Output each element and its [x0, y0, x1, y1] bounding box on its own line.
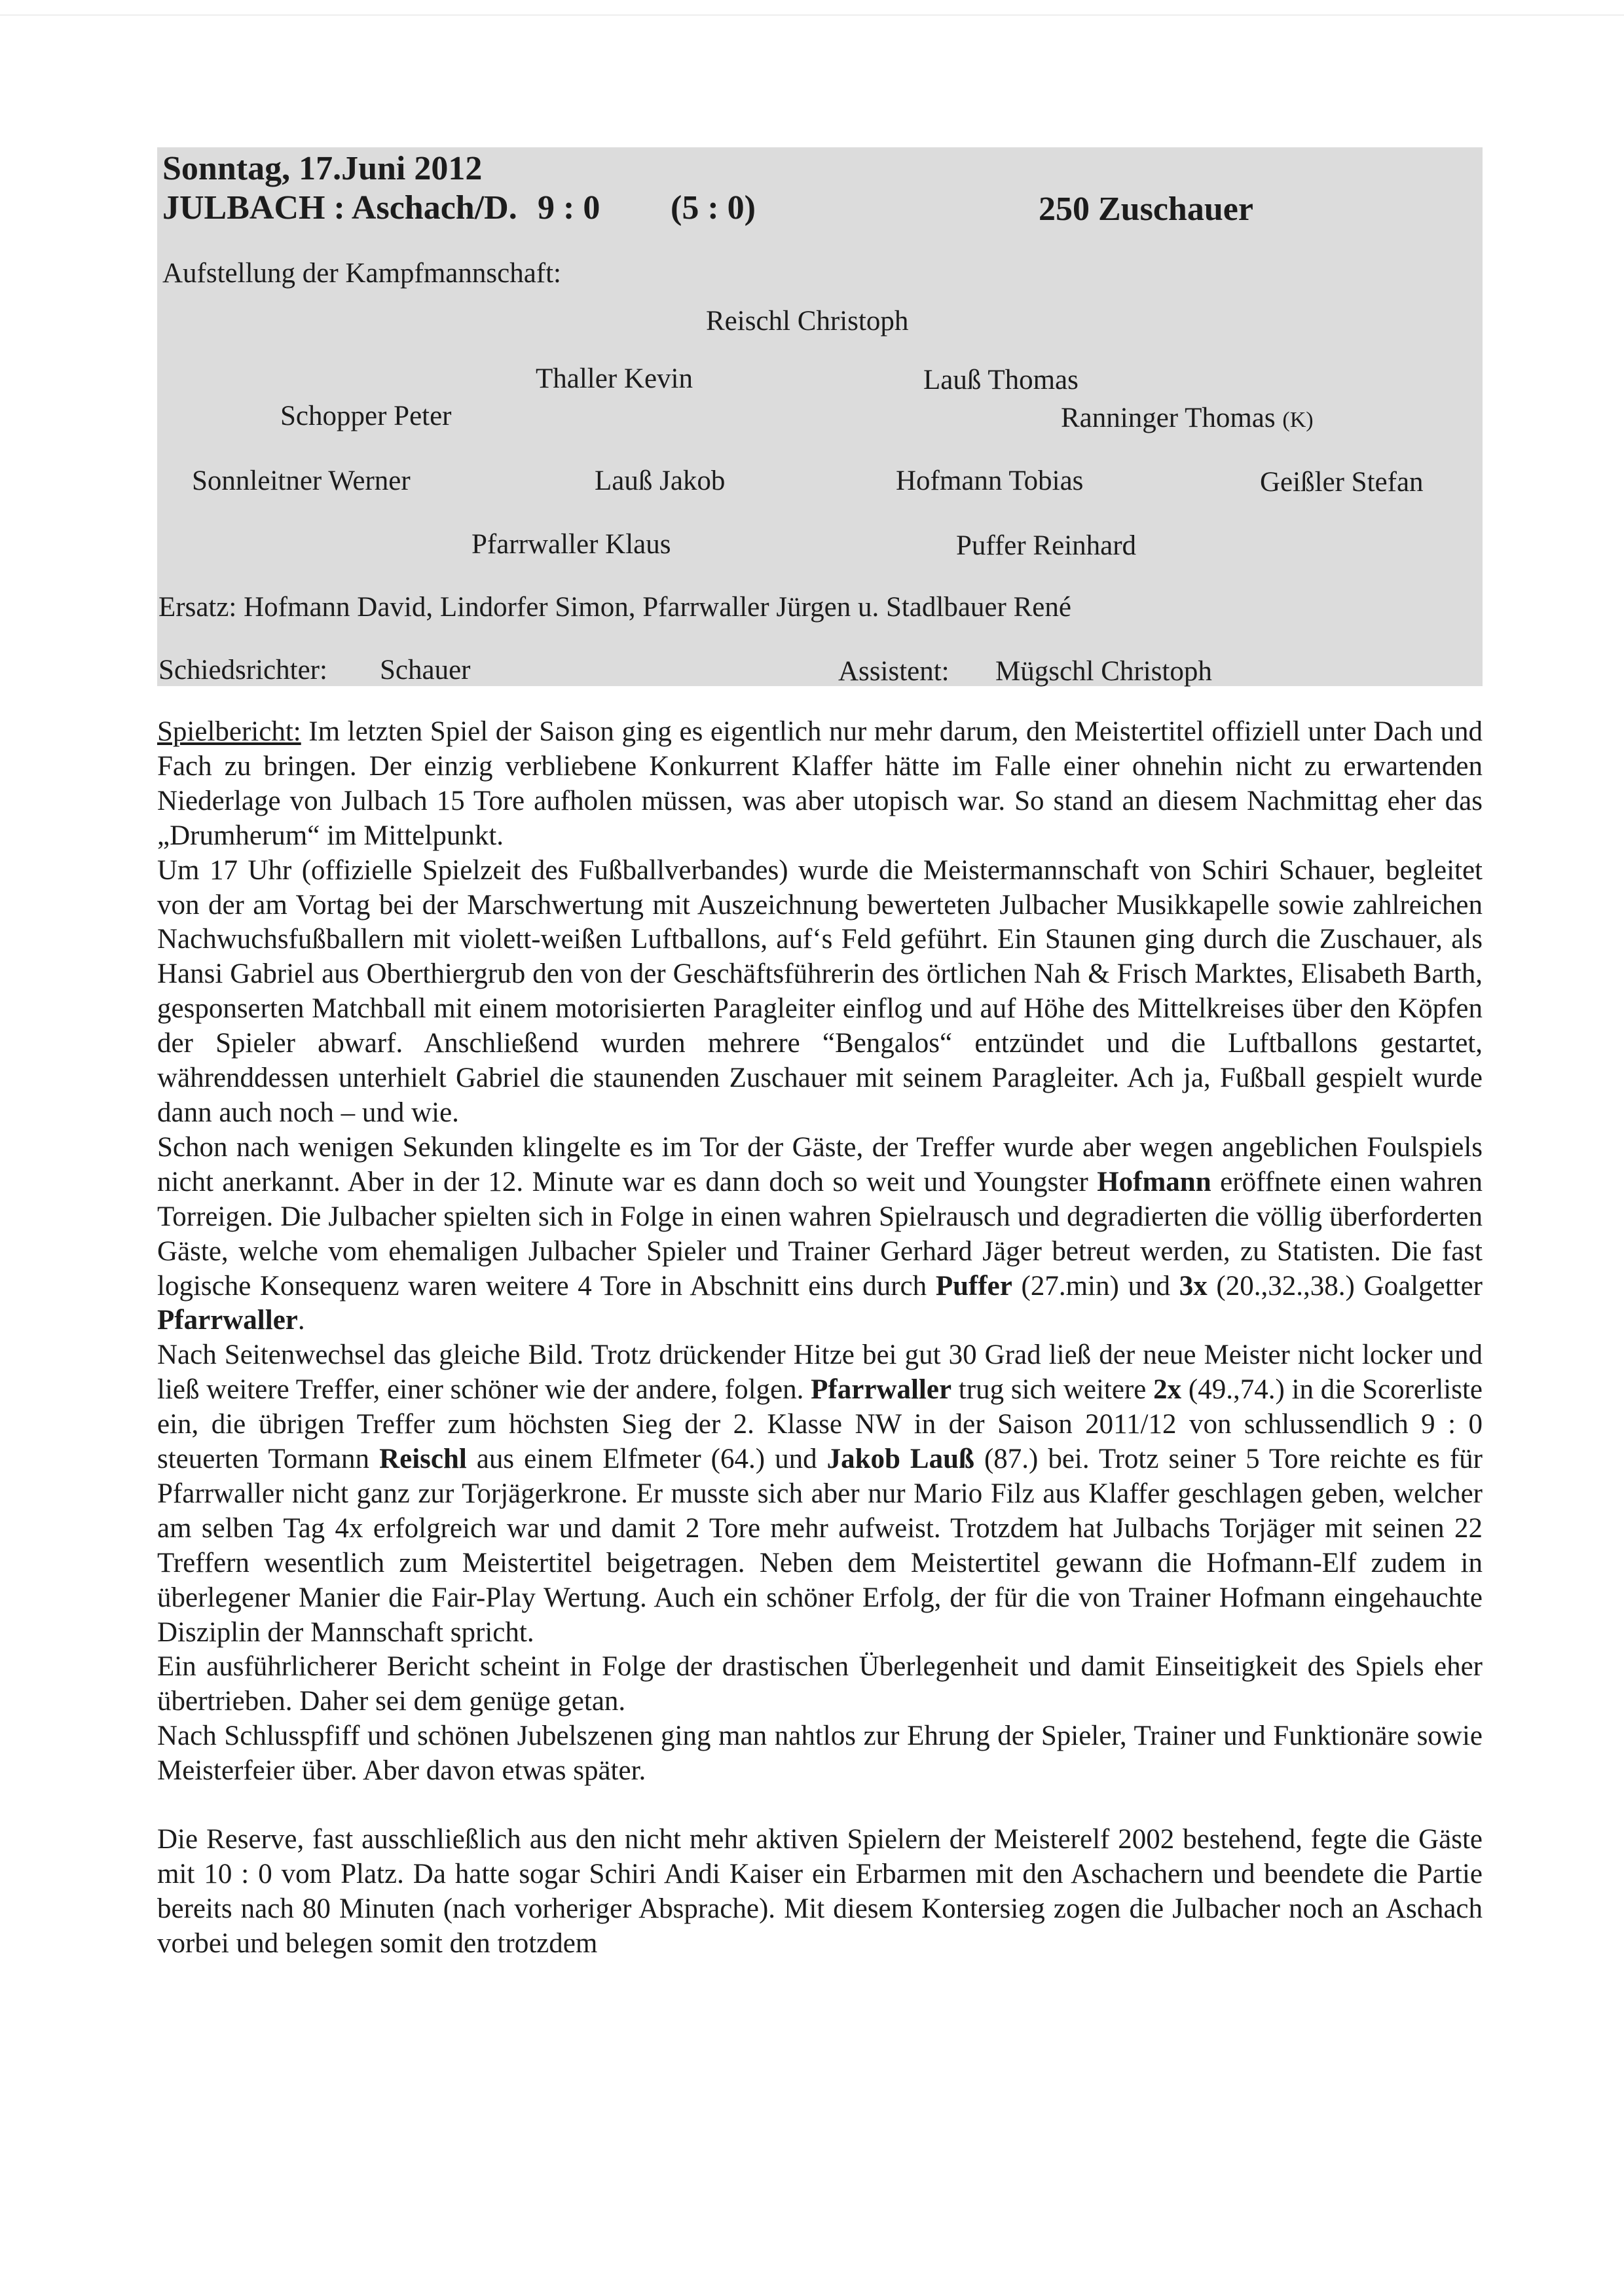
match-title: JULBACH : Aschach/D.: [162, 189, 517, 227]
report-paragraph: Ein ausführlicherer Bericht scheint in Folge der drastischen Überlegenheit und damit Einseitigkeit des Spiels eher übertrieben. Daher sei dem genüge getan.: [157, 1651, 1483, 1717]
scan-edge: [0, 14, 1624, 16]
text-run: (20.,32.,38.) Goalgetter: [1207, 1270, 1483, 1302]
player-highlight: Pfarrwaller: [811, 1374, 952, 1406]
player-pfarrwaller-klaus: Pfarrwaller Klaus: [471, 529, 671, 560]
halftime-score: (5 : 0): [671, 189, 756, 227]
text-run: eröffnete einen wahren Torreigen. Die Julbacher spielten sich in Folge in einen wahren Spielrausch und degradierten die völlig überforderten Gäste, welche vom ehemaligen Julbacher Spieler und Trainer Gerhard Jäger betreut werden, zu Statisten. Die fast logische Konsequenz waren weitere 4 Tore in Abschnitt eins durch: [157, 1166, 1483, 1302]
player-highlight: Puffer: [935, 1270, 1012, 1302]
report-paragraph: [157, 715, 1483, 854]
text-run: .: [297, 1305, 305, 1336]
player-highlight: Pfarrwaller: [157, 1305, 298, 1336]
final-score: 9 : 0: [538, 189, 600, 227]
player-highlight: Hofmann: [1097, 1166, 1211, 1197]
referee-label: Schiedsrichter:: [158, 655, 327, 685]
assistant-label: Assistent:: [838, 656, 950, 687]
report-paragraph: Um 17 Uhr (offizielle Spielzeit des Fußballverbandes) wurde die Meistermannschaft von Schiri Schauer, begleitet von der am Vortag bei der Marschwertung mit Auszeichnung bewerteten Julbacher Musikkapelle sowie zahlreichen Nachwuchsfußballern mit violett-weißen Luftballons, auf‘s Feld geführt. Ein Staunen ging durch die Zuschauer, als Hansi Gabriel aus Oberthiergrub den von der Geschäftsführerin des örtlichen Nah & Frisch Marktes, Elisabeth Barth, gesponserten Matchball mit einem motorisierten Paragleiter einflog und auf Höhe des Mittelkreises über den Köpfen der Spieler abwarf. Anschließend wurden mehrere “Bengalos“ entzündet und die Luftballons gestartet, währenddessen unterhielt Gabriel die staunenden Zuschauer mit seinem Paragleiter. Ach ja, Fußball gespielt wurde dann auch noch – und wie.: [157, 854, 1483, 1128]
report-paragraph: [157, 1338, 1483, 1650]
assistant-name: Mügschl Christoph: [995, 656, 1212, 687]
match-info-box: [157, 147, 1483, 686]
text-run: (27.min) und: [1012, 1270, 1179, 1302]
match-date: Sonntag, 17.Juni 2012: [162, 150, 483, 187]
spectator-count: 250 Zuschauer: [1039, 191, 1253, 228]
goal-count-highlight: 2x: [1153, 1374, 1182, 1406]
reserve-report-paragraph: Die Reserve, fast ausschließlich aus den nicht mehr aktiven Spielern der Meisterelf 2002 bestehend, fegte die Gäste mit 10 : 0 vom Platz. Da hatte sogar Schiri Andi Kaiser ein Erbarmen mit den Aschachern und beendete die Partie bereits nach 80 Minuten (nach vorheriger Absprache). Mit diesem Kontersieg zogen die Julbacher noch an Aschach vorbei und belegen somit den trotzdem: [157, 1824, 1483, 1959]
player-ranninger-thomas: [1061, 404, 1314, 432]
captain-mark: (K): [1282, 408, 1314, 432]
text-run: aus einem Elfmeter (64.) und: [466, 1444, 827, 1475]
text-run: (49.,74.) in die Scorerliste ein, die übrigen Treffer zum höchsten Sieg der 2. Klasse NW in der Saison 2011/12 von schlussendlich 9 : 0 steuerten Tormann: [157, 1374, 1483, 1475]
text-run: trug sich weitere: [951, 1374, 1154, 1406]
player-geissler-stefan: Geißler Stefan: [1260, 467, 1424, 498]
player-sonnleitner-werner: Sonnleitner Werner: [192, 465, 411, 496]
text-run: (87.) bei. Trotz seiner 5 Tore reichte es für Pfarrwaller nicht ganz zur Torjägerkrone. Er musste sich aber nur Mario Filz aus Klaffer geschlagen geben, welcher am selben Tag 4x erfolgreich war und damit 2 Tore mehr aufweist. Trotzdem hat Julbachs Torjäger mit seinen 22 Treffern wesentlich zum Meistertitel beigetragen. Neben dem Meistertitel gewann die Hofmann-Elf zudem in überlegener Manier die Fair-Play Wertung. Auch ein schöner Erfolg, der für die von Trainer Hofmann eingehauchte Disziplin der Mannschaft spricht.: [157, 1444, 1483, 1648]
lineup-label: Aufstellung der Kampfmannschaft:: [162, 258, 561, 289]
player-hofmann-tobias: Hofmann Tobias: [896, 465, 1084, 496]
report-text: Im letzten Spiel der Saison ging es eigentlich nur mehr darum, den Meistertitel offiziell unter Dach und Fach zu bringen. Der einzig verbliebene Konkurrent Klaffer hätte im Falle einer ohnehin nicht zu erwartenden Niederlage von Julbach 15 Tore aufholen müssen, was aber utopisch war. So stand an diesem Nachmittag eher das „Drumherum“ im Mittelpunkt.: [157, 716, 1483, 851]
player-lauss-thomas: Lauß Thomas: [923, 365, 1079, 395]
report-label: Spielbericht:: [157, 716, 301, 747]
goal-count-highlight: 3x: [1179, 1270, 1208, 1302]
referee-name: Schauer: [380, 655, 471, 685]
player-thaller-kevin: Thaller Kevin: [536, 363, 693, 394]
player-puffer-reinhard: Puffer Reinhard: [956, 530, 1137, 561]
player-highlight: Reischl: [379, 1444, 467, 1475]
report-paragraph: [157, 1131, 1483, 1338]
player-name: Ranninger Thomas: [1061, 403, 1276, 433]
player-lauss-jakob: Lauß Jakob: [595, 465, 726, 496]
text-run: Schon nach wenigen Sekunden klingelte es im Tor der Gäste, der Treffer wurde aber wegen angeblichen Foulspiels nicht anerkannt. Aber in der 12. Minute war es dann doch so weit und Youngster: [157, 1131, 1483, 1197]
match-report: [157, 715, 1483, 1961]
player-schopper-peter: Schopper Peter: [280, 401, 452, 431]
text-run: Nach Seitenwechsel das gleiche Bild. Trotz drückender Hitze bei gut 30 Grad ließ der neue Meister nicht locker und ließ weitere Treffer, einer schöner wie der andere, folgen.: [157, 1339, 1483, 1406]
player-goalkeeper: Reischl Christoph: [706, 306, 909, 337]
substitutes: Ersatz: Hofmann David, Lindorfer Simon, Pfarrwaller Jürgen u. Stadlbauer René: [158, 592, 1071, 623]
report-paragraph: Nach Schlusspfiff und schönen Jubelszenen ging man nahtlos zur Ehrung der Spieler, Trainer und Funktionäre sowie Meisterfeier über. Aber davon etwas später.: [157, 1721, 1483, 1787]
player-highlight: Jakob Lauß: [826, 1444, 974, 1475]
